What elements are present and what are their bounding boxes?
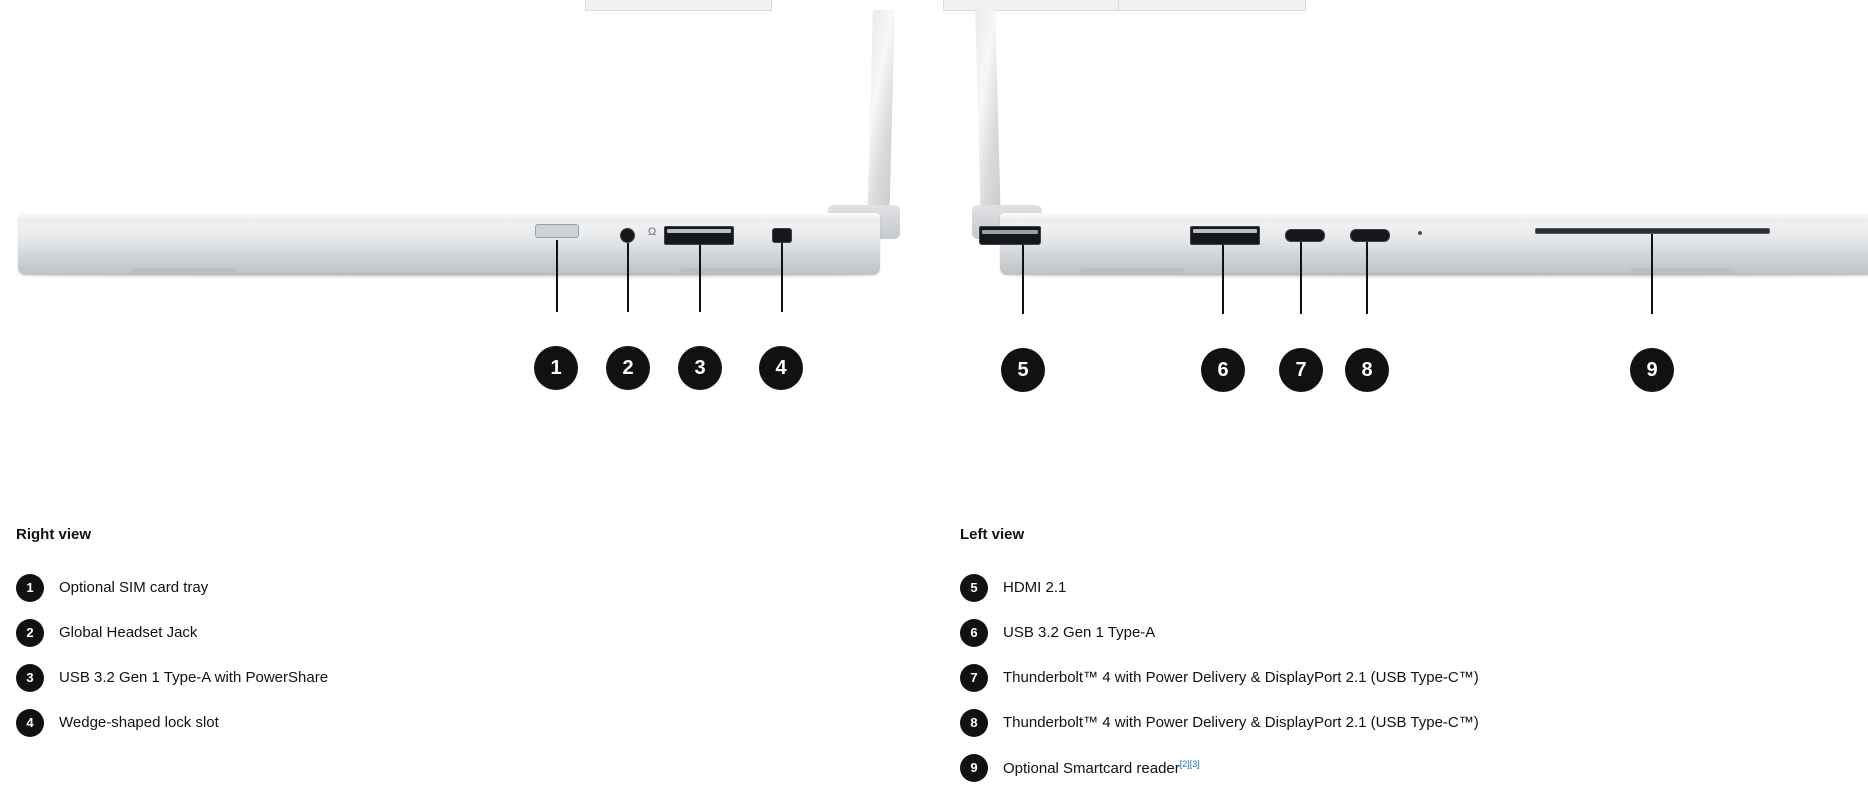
callout-badge-6: 6	[1201, 348, 1245, 392]
port-usb-a-gen1	[1190, 226, 1260, 245]
callout-line-1	[556, 240, 558, 312]
callout-badge-5: 5	[1001, 348, 1045, 392]
legend-right-view	[16, 526, 876, 745]
list-item	[16, 655, 876, 700]
legend-badge-5: 5	[960, 574, 988, 602]
laptop-lid-edge	[867, 10, 895, 225]
laptop-foot-rear	[680, 268, 785, 274]
legend-label-6: USB 3.2 Gen 1 Type-A	[1003, 624, 1156, 641]
legend-badge-6: 6	[960, 619, 988, 647]
laptop-left-view-image	[990, 0, 1868, 381]
laptop-base	[18, 213, 880, 275]
laptop-base-shadow	[1012, 274, 1868, 278]
legend-left-title: Left view	[960, 526, 1025, 543]
callout-line-8	[1366, 242, 1368, 314]
laptop-foot-front	[1630, 268, 1735, 274]
list-item	[960, 565, 1840, 610]
laptop-foot-front	[130, 268, 235, 274]
headset-jack-icon: Ω	[648, 226, 657, 238]
port-wedge-lock-slot	[772, 228, 792, 243]
legend-label-3: USB 3.2 Gen 1 Type-A with PowerShare	[59, 669, 329, 686]
port-thunderbolt-4-second	[1350, 229, 1390, 242]
list-item	[960, 700, 1840, 745]
legend-label-8: Thunderbolt™ 4 with Power Delivery & DisplayPort 2.1 (USB Type-C™)	[1003, 714, 1479, 731]
laptop-base	[1000, 213, 1868, 275]
legend-badge-3: 3	[16, 664, 44, 692]
footnote-ref-9[interactable]: [2][3]	[1179, 758, 1200, 769]
callout-line-6	[1222, 245, 1224, 314]
laptop-foot-rear	[1080, 268, 1185, 274]
legend-badge-2: 2	[16, 619, 44, 647]
legend-label-5: HDMI 2.1	[1003, 579, 1067, 596]
callout-line-2	[627, 243, 629, 312]
legend-badge-7: 7	[960, 664, 988, 692]
list-item	[960, 745, 1840, 790]
list-item	[960, 610, 1840, 655]
callout-line-9	[1651, 234, 1653, 314]
callout-line-4	[781, 243, 783, 312]
laptop-lid-edge	[975, 10, 1000, 220]
legend-label-9	[1003, 759, 1200, 777]
callout-badge-1: 1	[534, 346, 578, 390]
legend-right-title: Right view	[16, 526, 92, 543]
legend-label-9-text: Optional Smartcard reader	[1003, 759, 1180, 777]
port-usb-a-powershare	[664, 226, 734, 245]
status-pinhole-icon	[1418, 231, 1422, 235]
laptop-base-shadow	[30, 274, 870, 278]
callout-line-3	[699, 245, 701, 312]
port-headset-jack	[620, 228, 635, 243]
legend-label-7: Thunderbolt™ 4 with Power Delivery & DisplayPort 2.1 (USB Type-C™)	[1003, 669, 1479, 686]
laptop-base-top-edge	[18, 213, 880, 222]
list-item	[16, 565, 876, 610]
legend-badge-4: 4	[16, 709, 44, 737]
laptop-base-top-edge	[1000, 213, 1868, 222]
legend-label-4: Wedge-shaped lock slot	[59, 714, 219, 731]
callout-badge-8: 8	[1345, 348, 1389, 392]
legend-label-1: Optional SIM card tray	[59, 579, 209, 596]
callout-badge-7: 7	[1279, 348, 1323, 392]
list-item	[960, 655, 1840, 700]
callout-badge-9: 9	[1630, 348, 1674, 392]
legend-label-2: Global Headset Jack	[59, 624, 198, 641]
callout-badge-2: 2	[606, 346, 650, 390]
list-item	[16, 700, 876, 745]
laptop-right-view-image	[0, 0, 920, 379]
callout-badge-3: 3	[678, 346, 722, 390]
port-sim-card-tray	[535, 224, 579, 238]
legend-badge-1: 1	[16, 574, 44, 602]
port-hdmi-rendered	[979, 226, 1041, 245]
callout-line-5	[1022, 245, 1024, 314]
list-item	[16, 610, 876, 655]
legend-badge-9: 9	[960, 754, 988, 782]
legend-badge-8: 8	[960, 709, 988, 737]
callout-line-7	[1300, 242, 1302, 314]
port-thunderbolt-4-first	[1285, 229, 1325, 242]
legend-left-view	[960, 526, 1840, 790]
callout-badge-4: 4	[759, 346, 803, 390]
